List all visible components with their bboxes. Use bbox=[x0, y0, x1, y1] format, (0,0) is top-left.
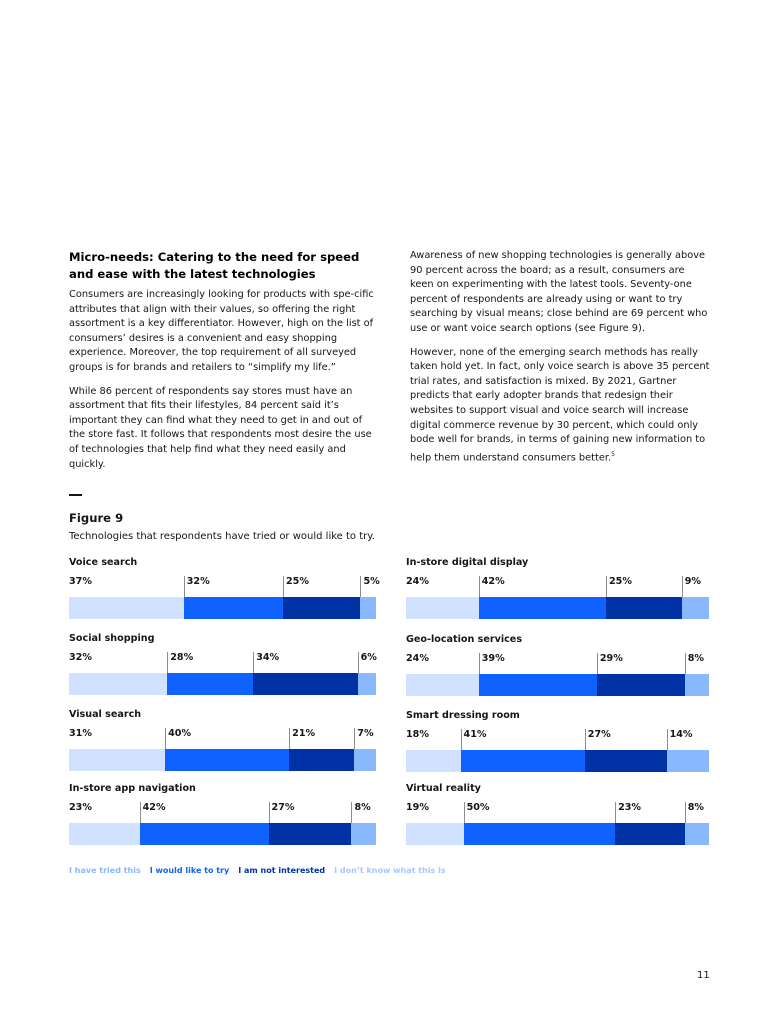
segment-tick bbox=[479, 576, 480, 597]
segment-tick bbox=[685, 802, 686, 823]
chart-legend bbox=[69, 866, 446, 875]
segment-tick bbox=[360, 576, 361, 597]
data-label: 32% bbox=[186, 576, 210, 587]
data-label: 6% bbox=[360, 652, 377, 663]
data-label: 8% bbox=[354, 802, 371, 813]
bar-segment bbox=[615, 823, 685, 845]
data-label: 19% bbox=[406, 802, 429, 813]
segment-tick bbox=[269, 802, 270, 823]
bar-segment bbox=[69, 823, 140, 845]
data-label: 14% bbox=[669, 729, 693, 740]
data-label: 25% bbox=[608, 576, 632, 587]
segment-tick bbox=[682, 576, 683, 597]
segment-tick bbox=[167, 652, 168, 673]
segment-tick bbox=[685, 653, 686, 674]
data-label: 7% bbox=[357, 728, 374, 739]
data-label: 23% bbox=[618, 802, 642, 813]
data-label: 23% bbox=[69, 802, 92, 813]
segment-tick bbox=[606, 576, 607, 597]
data-label: 27% bbox=[587, 729, 611, 740]
stacked-bar bbox=[406, 750, 709, 772]
data-label: 32% bbox=[69, 652, 92, 663]
bar-segment bbox=[606, 597, 682, 619]
bar-segment bbox=[269, 823, 352, 845]
bar-segment bbox=[69, 673, 167, 695]
data-label: 34% bbox=[256, 652, 280, 663]
bar-segment bbox=[253, 673, 357, 695]
bar-segment bbox=[283, 597, 361, 619]
paragraph-right-2-text: However, none of the emerging search methods has really taken hold yet. In fact, only voice search is above 35 percent trial rates, and satisfaction is mixed. By 2021, Gartner predicts that early adopter brands that redesign their websites to support visual and voice search will increase digital commerce revenue by 30 percent, which could only bode well for brands, in terms of gaining new information to help them understand consumers better. bbox=[410, 346, 710, 463]
paragraph-right-1: Awareness of new shopping technologies is generally above 90 percent across the board; as a result, consumers are keen on experimenting with the latest tools. Seventy-one percent of respondents are already using or want to try searching by visual means; close behind are 69 percent who use or want voice search options (see Figure 9). bbox=[410, 250, 708, 334]
segment-tick bbox=[667, 729, 668, 750]
left-column bbox=[69, 249, 381, 481]
chart-title: Geo-location services bbox=[406, 634, 523, 645]
bar-segment bbox=[69, 749, 165, 771]
chart-social-shopping bbox=[69, 633, 376, 695]
chart-smart-dressing-room bbox=[406, 710, 709, 772]
bar-segment bbox=[354, 749, 376, 771]
chart-title: Visual search bbox=[69, 709, 142, 720]
chart-in-store-digital-display bbox=[406, 557, 709, 619]
segment-tick bbox=[253, 652, 254, 673]
chart-title: Virtual reality bbox=[406, 783, 481, 794]
legend-dont-know: I don’t know what this is bbox=[334, 866, 446, 875]
segment-tick bbox=[351, 802, 352, 823]
bar-segment bbox=[464, 823, 616, 845]
data-label: 29% bbox=[599, 653, 623, 664]
bar-segment bbox=[69, 597, 184, 619]
chart-title: Social shopping bbox=[69, 633, 155, 644]
bar-segment bbox=[667, 750, 709, 772]
stacked-bar bbox=[406, 674, 709, 696]
data-label: 27% bbox=[271, 802, 295, 813]
legend-tried: I have tried this bbox=[69, 866, 141, 875]
segment-tick bbox=[615, 802, 616, 823]
bar-segment bbox=[406, 597, 479, 619]
paragraph-left-1: Consumers are increasingly looking for products with spe-cific attributes that align with their values, so offering the right assortment is a key differentiator. However, high on the list of consumers’ desires is a convenient and easy shopping experience. Moreover, the top requirement of all surveyed groups is for brands and retailers to “simplify my life.” bbox=[69, 289, 374, 373]
chart-visual-search bbox=[69, 709, 376, 771]
paragraph-right-2 bbox=[410, 346, 710, 466]
data-label: 9% bbox=[684, 576, 702, 587]
data-label: 28% bbox=[170, 652, 194, 663]
figure-title: Figure 9 bbox=[69, 511, 124, 525]
bar-segment bbox=[351, 823, 376, 845]
bar-segment bbox=[406, 750, 461, 772]
stacked-bar bbox=[69, 597, 376, 619]
segment-tick bbox=[354, 728, 355, 749]
chart-title: In-store digital display bbox=[406, 557, 529, 568]
stacked-bar bbox=[406, 597, 709, 619]
bar-segment bbox=[140, 823, 269, 845]
paragraph-left-2: While 86 percent of respondents say stores must have an assortment that fits their lifestyles, 84 percent said it’s important they can find what they need to get in and out of the store fast. It follows that respondents most desire the use of technologies that help find what they need easily and quickly. bbox=[69, 385, 372, 470]
data-label: 41% bbox=[463, 729, 487, 740]
page-number: 11 bbox=[697, 970, 710, 981]
chart-voice-search bbox=[69, 557, 380, 619]
bar-segment bbox=[358, 673, 376, 695]
segment-tick bbox=[479, 653, 480, 674]
bar-segment bbox=[406, 823, 464, 845]
bar-segment bbox=[685, 674, 709, 696]
segment-tick bbox=[283, 576, 284, 597]
data-label: 8% bbox=[687, 802, 705, 813]
segment-tick bbox=[358, 652, 359, 673]
chart-virtual-reality bbox=[406, 783, 709, 845]
segment-tick bbox=[585, 729, 586, 750]
chart-title: Voice search bbox=[69, 557, 138, 568]
bar-segment bbox=[184, 597, 283, 619]
bar-segment bbox=[406, 674, 479, 696]
bar-segment bbox=[289, 749, 354, 771]
bar-segment bbox=[479, 674, 597, 696]
bar-segment bbox=[479, 597, 606, 619]
data-label: 21% bbox=[292, 728, 316, 739]
bar-segment bbox=[165, 749, 289, 771]
segment-tick bbox=[464, 802, 465, 823]
chart-in-store-app-navigation bbox=[69, 783, 376, 845]
stacked-bar bbox=[69, 749, 376, 771]
segment-tick bbox=[289, 728, 290, 749]
data-label: 37% bbox=[69, 576, 92, 587]
chart-title: Smart dressing room bbox=[406, 710, 520, 721]
data-label: 18% bbox=[406, 729, 429, 740]
data-label: 42% bbox=[142, 802, 166, 813]
bar-segment bbox=[167, 673, 253, 695]
bar-segment bbox=[597, 674, 685, 696]
bar-segment bbox=[360, 597, 376, 619]
footnote-ref: 5 bbox=[611, 450, 615, 458]
data-label: 5% bbox=[363, 576, 380, 587]
data-label: 24% bbox=[406, 653, 429, 664]
data-label: 25% bbox=[285, 576, 309, 587]
segment-tick bbox=[461, 729, 462, 750]
segment-tick bbox=[140, 802, 141, 823]
data-label: 50% bbox=[466, 802, 490, 813]
bar-segment bbox=[685, 823, 709, 845]
bar-segment bbox=[461, 750, 585, 772]
stacked-bar bbox=[406, 823, 709, 845]
data-label: 8% bbox=[687, 653, 705, 664]
segment-tick bbox=[184, 576, 185, 597]
chart-geo-location-services bbox=[406, 634, 709, 696]
figure-caption: Technologies that respondents have tried or would like to try. bbox=[69, 531, 375, 542]
legend-not-interested: I am not interested bbox=[238, 866, 326, 875]
stacked-bar bbox=[69, 673, 376, 695]
section-heading: Micro-needs: Catering to the need for speed and ease with the latest technologies bbox=[69, 250, 360, 281]
right-column bbox=[410, 249, 710, 475]
data-label: 24% bbox=[406, 576, 429, 587]
segment-tick bbox=[165, 728, 166, 749]
bar-segment bbox=[585, 750, 667, 772]
data-label: 31% bbox=[69, 728, 92, 739]
data-label: 42% bbox=[481, 576, 505, 587]
section-rule bbox=[69, 494, 82, 496]
data-label: 39% bbox=[481, 653, 505, 664]
segment-tick bbox=[597, 653, 598, 674]
data-label: 40% bbox=[168, 728, 192, 739]
legend-would-like: I would like to try bbox=[149, 866, 230, 875]
chart-title: In-store app navigation bbox=[69, 783, 196, 794]
bar-segment bbox=[682, 597, 709, 619]
stacked-bar bbox=[69, 823, 376, 845]
